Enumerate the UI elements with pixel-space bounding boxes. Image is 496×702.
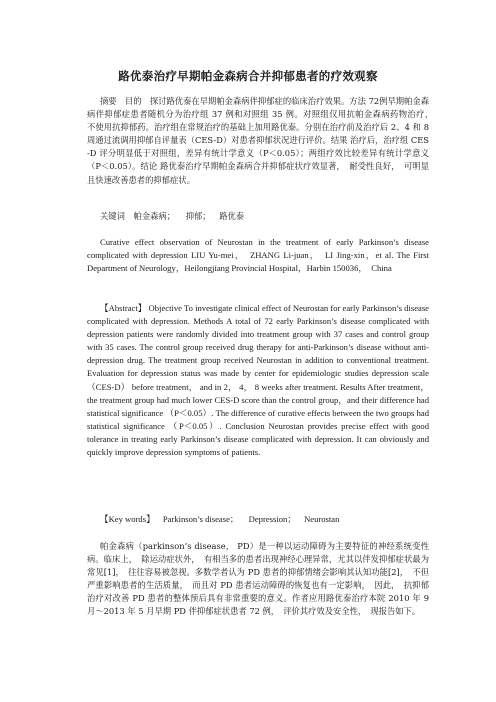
keywords-label: 【Key words】 — [100, 514, 155, 524]
keywords-label: 关键词 — [100, 211, 125, 221]
english-keywords — [87, 513, 429, 526]
chinese-keywords — [87, 210, 429, 223]
keyword-item: Neurostan — [304, 514, 340, 524]
keyword-item: Parkinson’s disease； — [162, 514, 239, 524]
keyword-item: 帕金森病； — [133, 211, 176, 221]
introduction-paragraph: 帕金森病（parkinson’s disease， PD）是一种以运动障碍为主要特征的神经系统变性病。临床上， 除运动症状外， 有相当多的患者出现神经心理异常，尤其以伴发抑郁症状最为常见[1]， 往往容易被忽视。多数学者认为 PD 患者的抑郁情绪会影响其认知功能[2]， 不但严重影响患者的生活质量， 而且对 PD 患者运动障碍的恢复也有一定影响， 因此， 抗抑郁治疗对改善 PD 患者的整体预后具有非常重要的意义。作者应用路优泰治疗本院 2010 年 9 月～2013 年 5 月早期 PD 伴抑郁症状患者 72 例， 评价其疗效及安全性， 现报告如下。 — [87, 541, 429, 617]
english-title-authors: Curative effect observation of Neurostan in the treatment of early Parkinson’s disease complicated with depression LIU Yu-mei， ZHANG Li-juan， LI Jing-xin，et al. The First Department of Neurology，Heilongjiang Provincial Hospital，Harbin 150036， China — [87, 237, 429, 274]
keyword-item: 抑郁； — [185, 211, 211, 221]
keyword-item: Depression； — [248, 514, 296, 524]
keyword-item: 路优泰 — [219, 211, 245, 221]
paper-title: 路优泰治疗早期帕金森病合并抑郁患者的疗效观察 — [118, 69, 378, 83]
english-abstract: 【Abstract】 Objective To investigate clinical effect of Neurostan for early Parkinson’s disease complicated with depression. Methods A total of 72 early Parkinson’s disease complicated with depression patients were randomly divided into treatment group with 37 cases and control group with 35 cases. The control group received drug therapy for anti-Parkinson’s disease without anti-depression drug. The treatment group received Neurostan in addition to conventional treatment. Evaluation for depression status was made by center for epidemiologic studies depression scale （CES-D） before treatment， and in 2， 4， 8 weeks after treatment. Results After treatment， the treatment group had much lower CES-D score than the control group，and their difference had statistical significance （P＜0.05）. The difference of curative effects between the two groups had statistical significance （P＜0.05）. Conclusion Neurostan provides precise effect with good tolerance in treating early Parkinson’s disease complicated with depression. It can obviously and quickly improve depression symptoms of patients. — [87, 303, 429, 458]
chinese-abstract: 摘要 目的 探讨路优泰在早期帕金森病伴抑郁症的临床治疗效果。方法 72例早期帕金森病伴抑郁症患者随机分为治疗组 37 例和对照组 35 例。对照组仅用抗帕金森病药物治疗， 不使用抗抑郁药。治疗组在常规治疗的基础上加用路优泰。分别在治疗前及治疗后 2、4 和 8 周通过流调用抑郁自评量表（CES-D）对患者抑郁状况进行评价。结果 治疗后，治疗组 CES-D 评分明显低于对照组，差异有统计学意义（P＜0.05）；两组疗效比较差异有统计学意义（P＜0.05）。结论 路优泰治疗早期帕金森病合并抑郁症状疗效显著， 耐受性良好， 可明显且快速改善患者的抑郁症状。 — [87, 96, 438, 185]
